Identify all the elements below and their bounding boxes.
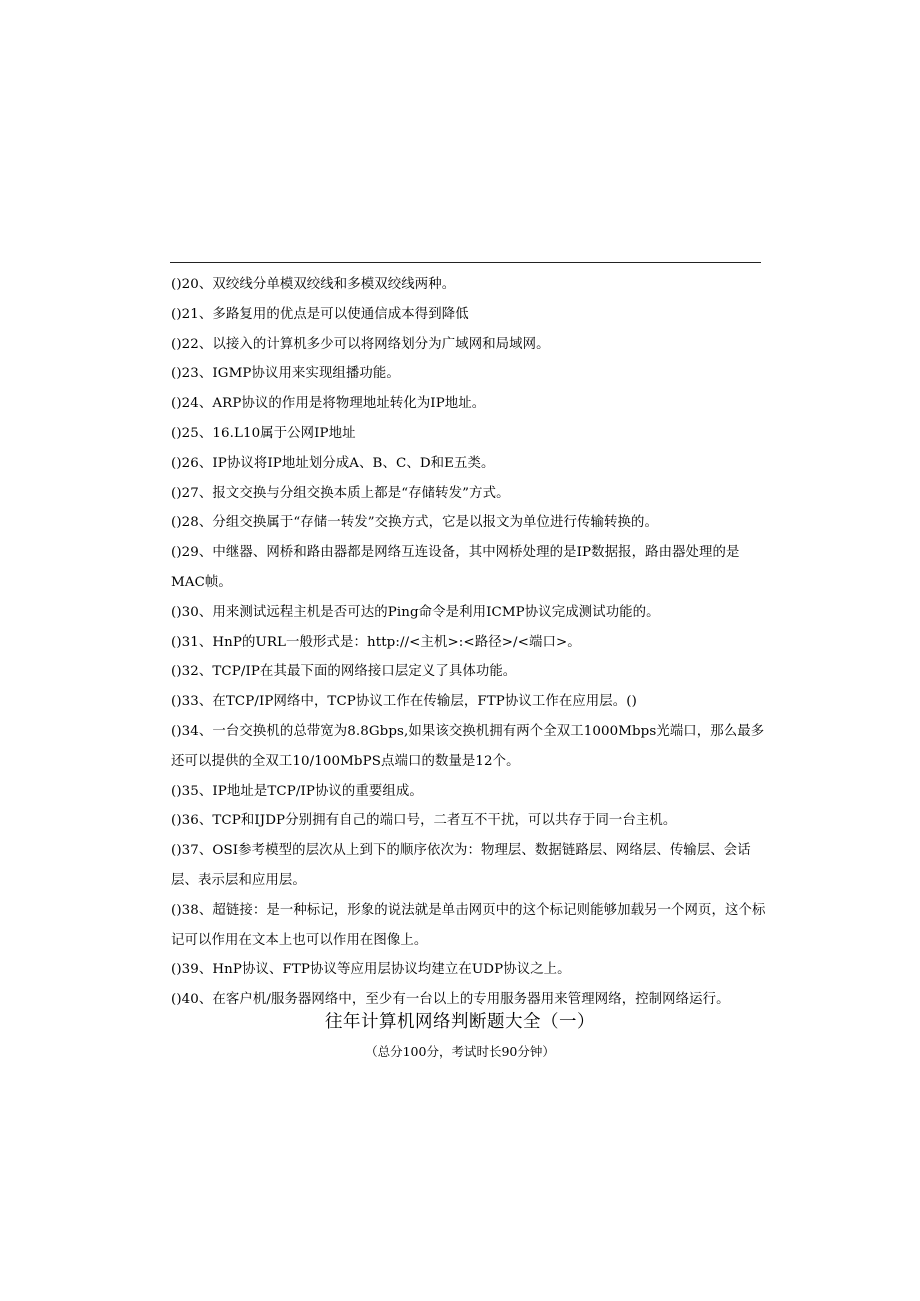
question-item: ()25、16.L10属于公网IP地址 (171, 425, 356, 441)
question-item: ()31、HnP的URL一般形式是：http://<主机>:<路径>/<端口>。 (171, 634, 581, 650)
question-item: ()28、分组交换属于“存储一转发”交换方式，它是以报文为单位进行传输转换的。 (171, 515, 658, 531)
page-subtitle: （总分100分，考试时长90分钟） (365, 1044, 555, 1059)
question-item: ()36、TCP和IJDP分别拥有自己的端口号，二者互不干扰，可以共存于同一台主机。 (171, 813, 677, 829)
question-item: ()29、中继器、网桥和路由器都是网络互连设备，其中网桥处理的是IP数据报，路由器处理的是MAC帧。 (171, 545, 740, 590)
question-item: ()33、在TCP/IP网络中，TCP协议工作在传输层，FTP协议工作在应用层。() (171, 694, 637, 710)
question-item: ()34、一台交换机的总带宽为8.8Gbps,如果该交换机拥有两个全双工1000Mbps光端口，那么最多还可以提供的全双工10/100MbPS点端口的数量是12个。 (171, 723, 765, 769)
question-item: ()26、IP协议将IP地址划分成A、B、C、D和E五类。 (171, 455, 495, 471)
question-item: ()40、在客户机/服务器网络中，至少有一台以上的专用服务器用来管理网络，控制网络运行。 (171, 992, 730, 1008)
question-item: ()20、双绞线分单模双绞线和多模双绞线两种。 (171, 277, 456, 292)
question-item: ()30、用来测试远程主机是否可达的Ping命令是利用ICMP协议完成测试功能的。 (171, 604, 660, 620)
page-title: 往年计算机网络判断题大全（一） (325, 1012, 595, 1032)
question-item: ()32、TCP/IP在其最下面的网络接口层定义了具体功能。 (171, 664, 517, 680)
question-item: ()37、OSI参考模型的层次从上到下的顺序依次为：物理层、数据链路层、网络层、传输层、会话层、表示层和应用层。 (171, 843, 751, 888)
question-item: ()39、HnP协议、FTP协议等应用层协议均建立在UDP协议之上。 (171, 962, 571, 978)
question-item: ()27、报文交换与分组交换本质上都是“存储转发”方式。 (171, 485, 510, 501)
question-list (171, 270, 771, 1015)
question-item: ()38、超链接：是一种标记，形象的说法就是单击网页中的这个标记则能够加载另一个网页，这个标记可以作用在文本上也可以作用在图像上。 (171, 902, 766, 948)
question-item: ()23、IGMP协议用来实现组播功能。 (171, 366, 400, 382)
question-item: ()24、ARP协议的作用是将物理地址转化为IP地址。 (171, 396, 486, 412)
header-rule (170, 262, 761, 263)
question-item: ()21、多路复用的优点是可以使通信成本得到降低 (171, 306, 469, 322)
question-item: ()35、IP地址是TCP/IP协议的重要组成。 (171, 783, 423, 799)
question-item: ()22、以接入的计算机多少可以将网络划分为广域网和局域网。 (171, 336, 550, 352)
